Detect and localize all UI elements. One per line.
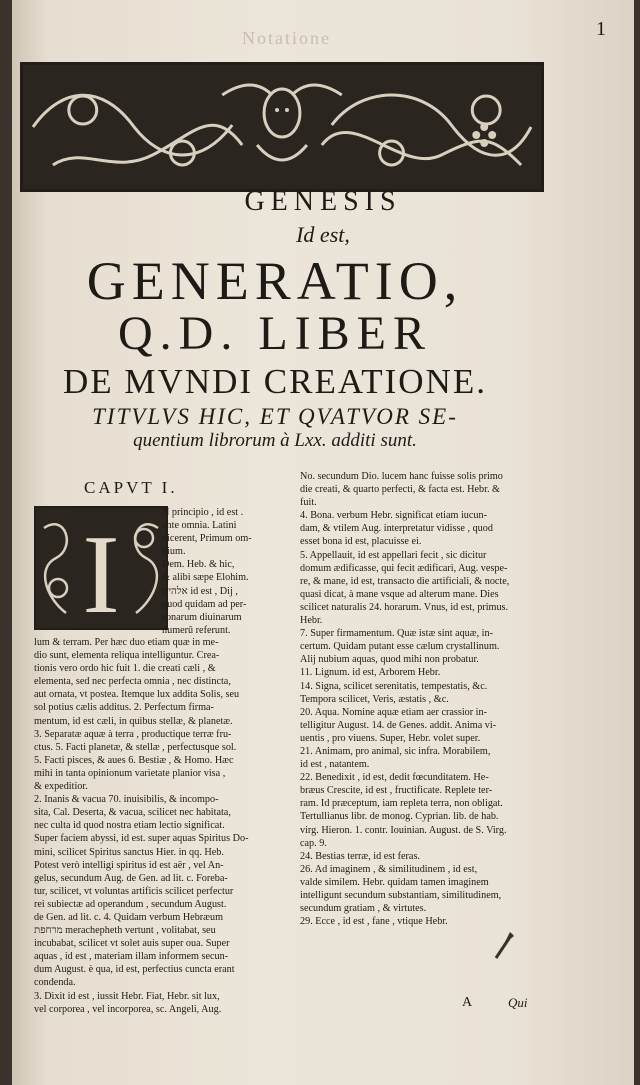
text-line: incubabat, scilicet vt solet auis super oua. Super — [34, 938, 230, 950]
text-line: sonarum diuinarum — [162, 611, 242, 623]
text-line: sol potius cælis additus. 2. Perfectum firma- — [34, 702, 214, 714]
chapter-heading: CAPVT I. — [84, 478, 178, 497]
text-line: bræus Crescite, id est , fructificate. Replete ter- — [300, 785, 493, 797]
text-line: id est , natantem. — [300, 759, 370, 771]
text-line: quasi dicat, à mane vsque ad alterum mane. Dies — [300, 588, 499, 600]
text-line: dio sunt, elementa reliqua intelliguntur. Crea- — [34, 650, 220, 662]
text-line: intelligunt secundum substantiam, similitudinem, — [300, 890, 502, 901]
title-generatio: GENERATIO, — [86, 251, 464, 311]
text-line: telligitur August. 14. de Genes. addit. Anima vi- — [300, 719, 497, 731]
text-line: fuit. — [300, 497, 317, 509]
text-line: virg. Hieron. 1. contr. Iouinian. August. de S. Virg. — [300, 824, 507, 836]
text-line: 3. Separatæ aquæ à terra , productique terræ fru- — [34, 728, 232, 740]
initial-letter: I — [82, 513, 120, 628]
text-line: mini, scilicet Spiritus sanctus Hier. in qq. Heb. — [34, 846, 224, 858]
text-line: ante omnia. Latini — [162, 520, 237, 532]
book-page — [12, 0, 634, 1085]
text-line: 5. Appellauit, id est appellari fecit , sic dicitur — [300, 549, 487, 561]
text-line: 2. Inanis & vacua 70. inuisibilis, & incompo- — [34, 794, 219, 806]
text-line: tur, scilicet, vt voluntas artificis scilicet perfectur — [34, 885, 234, 897]
text-line: die creati, & quarto perfecti, & facta est. Hebr. & — [300, 484, 500, 496]
title-creatione: DE MVNDI CREATIONE. — [63, 362, 487, 401]
text-line: lum & terram. Per hæc duo etiam quæ in me- — [34, 637, 219, 648]
text-line: domum ædificasse, qui fecit ædificari, Aug. vespe- — [300, 562, 508, 574]
text-line: uentis , pro viuens. Super, Hebr. volet super. — [300, 732, 481, 744]
text-line: numerū referunt. — [162, 624, 231, 636]
text-line: N principio , id est . — [162, 507, 244, 518]
subtitle-sequentium: quentium librorum à Lxx. additi sunt. — [133, 430, 417, 451]
text-line: 21. Animam, pro animal, sic infra. Morabilem, — [300, 745, 491, 757]
title-genesis: GENESIS — [244, 186, 402, 217]
ink-mark-icon — [492, 930, 516, 960]
text-line: sita, Cal. Deserta, & vacua, scilicet nec habitata, — [34, 807, 231, 819]
text-line: vel corporea , vel incorporea, sc. Angeli, Aug. — [34, 1003, 222, 1015]
text-line: cap. 9. — [300, 837, 327, 849]
right-column — [300, 470, 536, 928]
text-line: nec culta id quod nostra etiam lectio significat. — [34, 820, 225, 832]
text-line: 14. Signa, scilicet serenitatis, tempestatis, &c. — [300, 680, 488, 692]
left-column — [34, 636, 292, 1016]
ornamental-headpiece — [20, 62, 544, 192]
text-line: nium. — [162, 546, 186, 558]
text-line: & alibi sæpe Elohim. — [162, 572, 249, 584]
title-id-est: Id est, — [296, 222, 350, 247]
subtitle-titulus: TITVLVS HIC, ET QVATVOR SE- — [92, 404, 458, 429]
catchword: Qui — [508, 995, 528, 1010]
decorated-initial — [34, 506, 168, 630]
text-line: dicerent, Primum om- — [162, 533, 252, 545]
text-line: esset bona id est, placuisse ei. — [300, 536, 422, 548]
text-line: ram. Id præceptum, iam repleta terra, non obligat. — [300, 798, 503, 810]
text-line: Potest verò intelligi spiritus id est aër , vel An- — [34, 859, 224, 871]
text-line: aquas , id est , materiam illam informem secun- — [34, 951, 229, 963]
text-line: 29. Ecce , id est , fane , vtique Hebr. — [300, 916, 448, 928]
text-line: mentum, id est cæli, in quibus stellæ, & planetæ. — [34, 715, 233, 727]
text-line: dum August. è qua, id est, perfectius cuncta erant — [34, 964, 235, 976]
text-line: ctus. 5. Facti planetæ, & stellæ , perfectusque sol. — [34, 741, 237, 753]
text-line: 24. Bestias terræ, id est feras. — [300, 850, 420, 862]
text-line: Tempora scilicet, Veris, æstatis , &c. — [300, 693, 449, 705]
text-line: Hebr. — [300, 615, 323, 627]
text-line: מרחפת merachepheth vertunt , volitabat, seu — [34, 925, 216, 937]
left-column-top — [162, 506, 292, 637]
text-line: אלהים id est , Dij , — [162, 585, 238, 597]
text-line: mihi in tanta opinionum varietate planior visa , — [34, 767, 226, 779]
text-line: 11. Lignum. id est, Arborem Hebr. — [300, 667, 441, 679]
text-line: 26. Ad imaginem , & similitudinem , id est, — [300, 863, 478, 875]
text-line: 20. Aqua. Nomine aquæ etiam aer crassior in- — [300, 706, 488, 718]
text-line: re, & mane, id est, transacto die artificiali, & nocte, — [300, 575, 510, 587]
text-line: tionis vero ordo hic fuit 1. die creati cæli , & — [34, 663, 216, 675]
page-number: 1 — [596, 18, 606, 40]
text-line: de Gen. ad lit. c. 4. Quidam verbum Hebræum — [34, 911, 223, 923]
text-line: Alij nubium aquas, quod mihi non probatur. — [300, 654, 479, 666]
text-line: quod quidam ad per- — [162, 598, 247, 610]
text-line: 22. Benedixit , id est, dedit fœcunditatem. He- — [300, 772, 489, 784]
text-line: elementa, sed nec perfecta omnia , nec distincta, — [34, 676, 231, 688]
text-line: Tertullianus libr. de monog. Cyprian. lib. de hab. — [300, 811, 499, 823]
text-line: aut ornata, vt postea. Itemque lux addita Solis, seu — [34, 689, 240, 701]
text-line: 4. Bona. verbum Hebr. significat etiam iucun- — [300, 510, 488, 522]
text-line: secundum gratiam , & virtutes. — [300, 903, 427, 915]
text-line: 5. Facti pisces, & aues 6. Bestiæ , & Homo. Hæc — [34, 754, 234, 766]
text-line: 7. Super firmamentum. Quæ istæ sint aquæ, in- — [300, 628, 493, 640]
bleed-through-text: Notatione — [242, 28, 331, 48]
text-line: certum. Quidam putant esse cælum crystallinum. — [300, 641, 500, 653]
signature-mark: A — [462, 995, 473, 1010]
text-line: valde similem. Hebr. quidam tamen imaginem — [300, 876, 489, 888]
text-line: Super faciem abyssi, id est. super aquas Spiritus Do- — [34, 833, 249, 845]
text-line: Dem. Heb. & hic, — [162, 559, 235, 571]
title-liber: Q.D. LIBER — [118, 307, 432, 360]
text-line: gelus, secundum Aug. de Gen. ad lit. c. Foreba- — [34, 872, 228, 884]
text-line: condenda. — [34, 977, 76, 989]
text-line: dam, & vtilem Aug. interpretatur vidisse , quod — [300, 523, 493, 535]
text-line: & expeditior. — [34, 781, 88, 793]
text-line: rei subiectæ ad operandum , secundum August. — [34, 898, 227, 910]
text-line: scilicet naturalis 24. horarum. Vnus, id est, primus. — [300, 601, 509, 613]
text-line: 3. Dixit id est , iussit Hebr. Fiat, Hebr. sit lux, — [34, 990, 220, 1002]
text-line: No. secundum Dio. lucem hanc fuisse solis primo — [300, 471, 503, 482]
